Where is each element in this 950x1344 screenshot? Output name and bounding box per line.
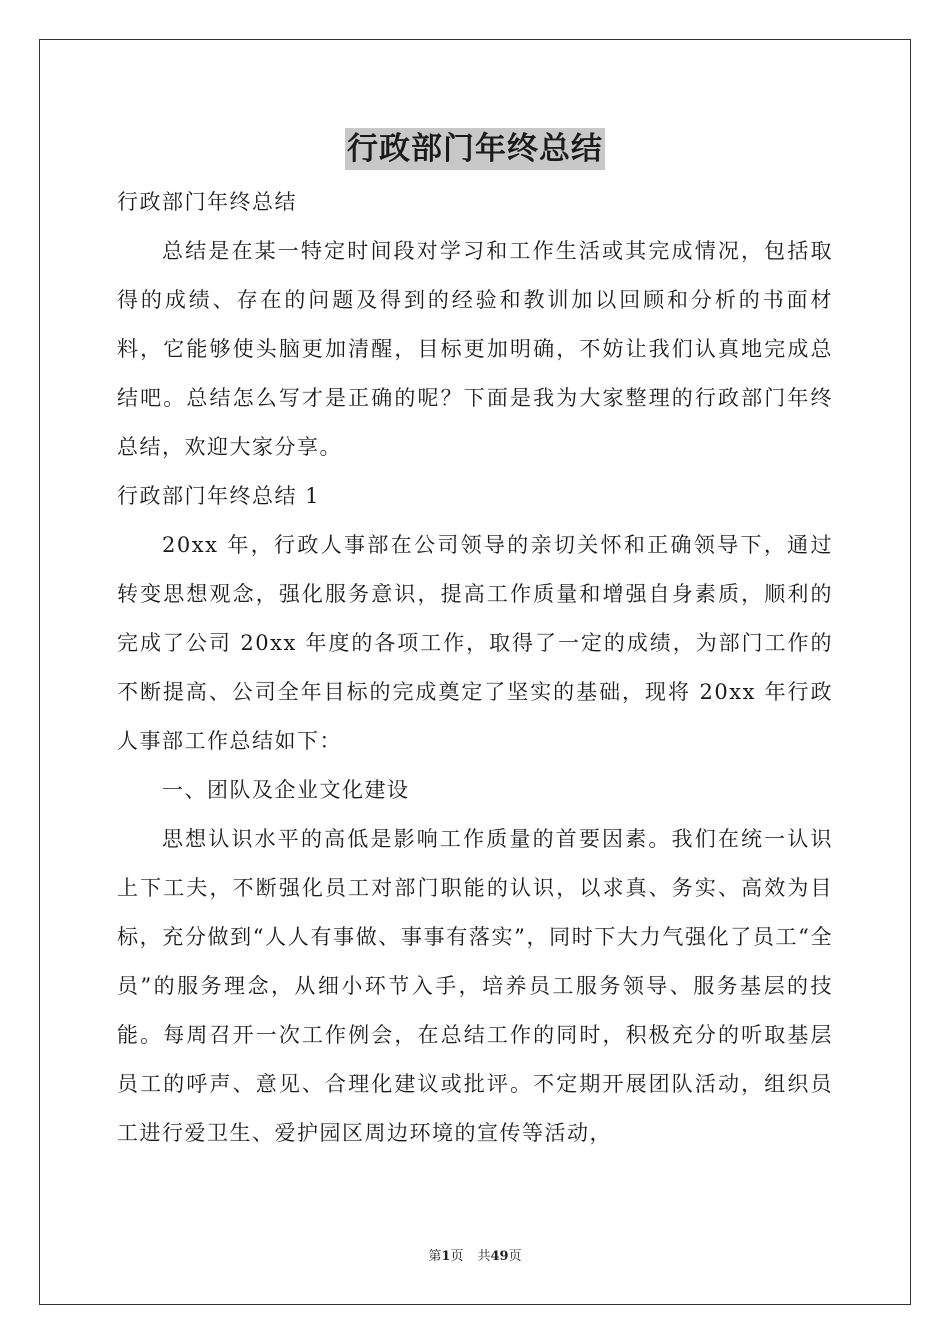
- footer-page-suffix: 页: [450, 1249, 464, 1264]
- title-wrap: [0, 128, 950, 170]
- paragraph-intro: 总结是在某一特定时间段对学习和工作生活或其完成情况，包括取得的成绩、存在的问题及得到的经验和教训加以回顾和分析的书面材料，它能够使头脑更加清醒，目标更加明确，不妨让我们认真地完成总结吧。总结怎么写才是正确的呢？下面是我为大家整理的行政部门年终总结，欢迎大家分享。: [117, 239, 833, 459]
- footer-page-prefix: 第: [428, 1249, 442, 1264]
- footer-total-suffix: 页: [508, 1249, 522, 1264]
- footer-page-current: 1: [441, 1249, 451, 1264]
- page-footer: [0, 1248, 950, 1266]
- footer-page-total: 49: [490, 1249, 509, 1264]
- paragraph-team-culture: 思想认识水平的高低是影响工作质量的首要因素。我们在统一认识上下工夫，不断强化员工对部门职能的认识，以求真、务实、高效为目标，充分做到“人人有事做、事事有落实”，同时下大力气强化了员工“全员”的服务理念，从细小环节入手，培养员工服务领导、服务基层的技能。每周召开一次工作例会，在总结工作的同时，积极充分的听取基层员工的呼声、意见、合理化建议或批评。不定期开展团队活动，组织员工进行爱卫生、爱护园区周边环境的宣传等活动，: [117, 827, 833, 1145]
- paragraph-overview: 20xx 年，行政人事部在公司领导的亲切关怀和正确领导下，通过转变思想观念，强化服务意识，提高工作质量和增强自身素质，顺利的完成了公司 20xx 年度的各项工作，取得了一定的成绩，为部门工作的不断提高、公司全年目标的完成奠定了坚实的基础，现将 20xx 年行政人事部工作总结如下：: [117, 533, 833, 753]
- document-title: 行政部门年终总结: [345, 128, 605, 170]
- document-body: [117, 178, 833, 1158]
- paragraph-section-heading: 行政部门年终总结 1: [117, 484, 321, 508]
- paragraph-subtitle: 行政部门年终总结: [117, 190, 297, 214]
- footer-total-prefix: 共: [477, 1249, 491, 1264]
- paragraph-subheading: 一、团队及企业文化建设: [162, 778, 410, 802]
